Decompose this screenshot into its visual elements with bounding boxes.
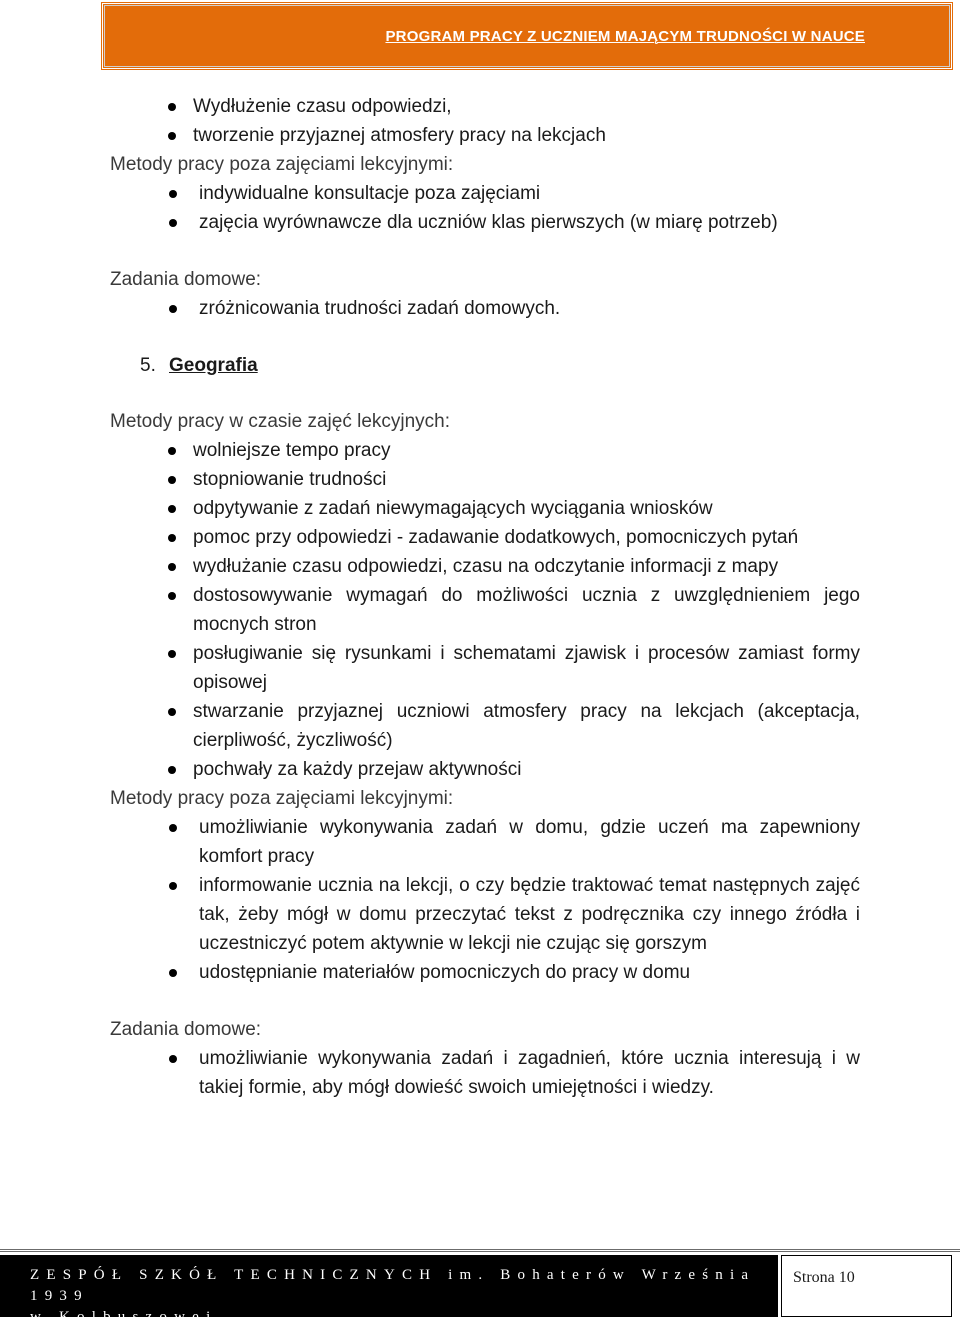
- list-item: wydłużanie czasu odpowiedzi, czasu na odczytanie informacji z mapy: [110, 552, 860, 581]
- list-item: stopniowanie trudności: [110, 465, 860, 494]
- list-item: stwarzanie przyjaznej uczniowi atmosfery pracy na lekcjach (akceptacja, cierpliwość, życzliwość): [110, 697, 860, 755]
- list-item: pochwały za każdy przejaw aktywności: [110, 755, 860, 784]
- section-title: [110, 351, 860, 380]
- list-item: udostępnianie materiałów pomocniczych do pracy w domu: [110, 958, 860, 987]
- list-item: posługiwanie się rysunkami i schematami zjawisk i procesów zamiast formy opisowej: [110, 639, 860, 697]
- homework-heading: Zadania domowe:: [110, 269, 262, 290]
- list-item: pomoc przy odpowiedzi - zadawanie dodatkowych, pomocniczych pytań: [110, 523, 860, 552]
- header-banner: [104, 5, 950, 67]
- page-number-box: [781, 1255, 952, 1317]
- outside-methods-list: [110, 179, 860, 237]
- footer-divider: [0, 1249, 960, 1252]
- list-item: tworzenie przyjaznej atmosfery pracy na lekcjach: [110, 121, 860, 150]
- page-footer: [0, 1249, 960, 1325]
- list-item: indywidualne konsultacje poza zajęciami: [110, 179, 860, 208]
- inclass-methods-heading: Metody pracy w czasie zajęć lekcyjnych:: [110, 411, 451, 432]
- document-title: PROGRAM PRACY Z UCZNIEM MAJĄCYM TRUDNOŚCI W NAUCE: [385, 28, 865, 45]
- page-number: Strona 10: [793, 1269, 855, 1286]
- list-item: zróżnicowania trudności zadań domowych.: [110, 294, 860, 323]
- outside-methods-list: [110, 813, 860, 987]
- top-bullet-list: [110, 92, 860, 150]
- list-item: wolniejsze tempo pracy: [110, 436, 860, 465]
- homework-heading: Zadania domowe:: [110, 1019, 262, 1040]
- homework-list: [110, 294, 860, 323]
- inclass-methods-list: [110, 436, 860, 784]
- document-body: [110, 92, 860, 1102]
- outside-methods-heading: Metody pracy poza zajęciami lekcyjnymi:: [110, 154, 454, 175]
- footer-school-box: [0, 1255, 778, 1325]
- list-item: odpytywanie z zadań niewymagających wyciągania wniosków: [110, 494, 860, 523]
- section-number: 5.: [140, 355, 156, 376]
- school-name-line: ZESPÓŁ SZKÓŁ TECHNICZNYCH im. Bohaterów Września 1939: [30, 1267, 756, 1304]
- section-name: Geografia: [169, 355, 258, 376]
- school-name-line: w Kolbuszowej: [30, 1309, 218, 1325]
- list-item: informowanie ucznia na lekcji, o czy będzie traktować temat następnych zajęć tak, żeby mógł w domu przeczytać tekst z podręcznika czy innego źródła i uczestniczyć potem aktywnie w lekcji nie czując się gorszym: [110, 871, 860, 958]
- list-item: Wydłużenie czasu odpowiedzi,: [110, 92, 860, 121]
- list-item: umożliwianie wykonywania zadań i zagadnień, które ucznia interesują i w takiej formie, aby mógł dowieść swoich umiejętności i wiedzy.: [110, 1044, 860, 1102]
- list-item: zajęcia wyrównawcze dla uczniów klas pierwszych (w miarę potrzeb): [110, 208, 860, 237]
- list-item: dostosowywanie wymagań do możliwości ucznia z uwzględnieniem jego mocnych stron: [110, 581, 860, 639]
- list-item: umożliwianie wykonywania zadań w domu, gdzie uczeń ma zapewniony komfort pracy: [110, 813, 860, 871]
- outside-methods-heading: Metody pracy poza zajęciami lekcyjnymi:: [110, 788, 454, 809]
- homework-list: [110, 1044, 860, 1102]
- school-name: [30, 1265, 778, 1328]
